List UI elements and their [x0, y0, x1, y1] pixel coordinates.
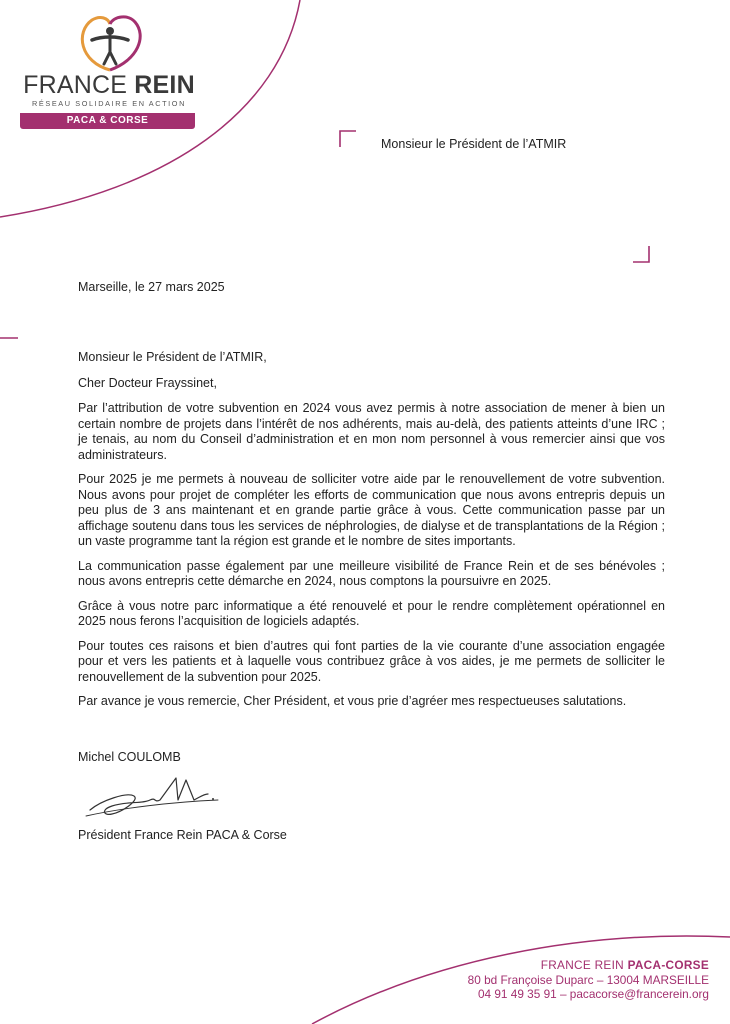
logo-name-bold: REIN — [134, 71, 195, 99]
body-paragraph: Pour 2025 je me permets à nouveau de solliciter votre aide par le renouvellement de votre subvention. Nous avons pour projet de compléter les efforts de communication que nous avons entrepris depuis un peu plus de 3 ans maintenant et en grande partie grâce à vous. Cette communication passe par un affichage soutenu dans tous les services de néphrologies, de dialyse et de transplantations de la Région ; un vaste programme tant la région est grande et le nombre de sites importants. — [78, 472, 665, 548]
footer-org-bold: PACA-CORSE — [627, 958, 709, 972]
logo-region-badge: PACA & CORSE — [20, 113, 195, 129]
footer-contact — [468, 958, 709, 1002]
letter-date: Marseille, le 27 mars 2025 — [78, 280, 225, 294]
body-paragraph: Pour toutes ces raisons et bien d’autres qui font parties de la vie courante d’une association engagée pour et vers les patients et à laquelle vous contribuez grâce à vos aides, je me permets de solliciter le renouvellement de la subvention pour 2025. — [78, 638, 665, 684]
body-paragraph: Grâce à vous notre parc informatique a été renouvelé et pour le rendre complètement opérationnel en 2025 nous ferons l’acquisition de logiciels adaptés. — [78, 598, 665, 628]
logo-name-light: FRANCE — [23, 71, 135, 99]
salutation-line: Monsieur le Président de l’ATMIR, — [78, 350, 267, 364]
logo-wordmark — [20, 71, 198, 99]
footer-org-light: FRANCE REIN — [540, 958, 628, 972]
address-window-corner-bottom-right — [633, 246, 649, 262]
footer-contact-line: 04 91 49 35 91 – pacacorse@francerein.org — [477, 987, 709, 1001]
letter-body — [78, 350, 665, 719]
footer-org — [468, 958, 709, 973]
signer-title: Président France Rein PACA & Corse — [78, 828, 287, 842]
address-window-corner-top-left — [340, 131, 356, 147]
salutation-line: Cher Docteur Frayssinet, — [78, 375, 217, 390]
body-paragraph: La communication passe également par une meilleure visibilité de France Rein et de ses bénévoles ; nous avons entrepris cette démarche en 2024, nous comptons la poursuivre en 2025. — [78, 558, 665, 588]
body-paragraph: Par avance je vous remercie, Cher Président, et vous prie d’agréer mes respectueuses salutations. — [78, 694, 627, 708]
footer-address: 80 bd Françoise Duparc – 13004 MARSEILLE — [467, 972, 709, 987]
handwritten-signature — [82, 770, 222, 825]
body-paragraph: Par l’attribution de votre subvention en 2024 vous avez permis à notre association de mener à bien un certain nombre de projets dans l’intérêt de nos adhérents, mais au-delà, des patients atteints d’une IRC ; je tenais, au nom du Conseil d’administration et en mon nom personnel à vous remercier ainsi que vos administrateurs. — [78, 401, 665, 462]
recipient-address: Monsieur le Président de l’ATMIR — [381, 137, 567, 151]
signer-name: Michel COULOMB — [78, 750, 181, 764]
logo-tagline: RÉSEAU SOLIDAIRE EN ACTION — [32, 99, 186, 108]
